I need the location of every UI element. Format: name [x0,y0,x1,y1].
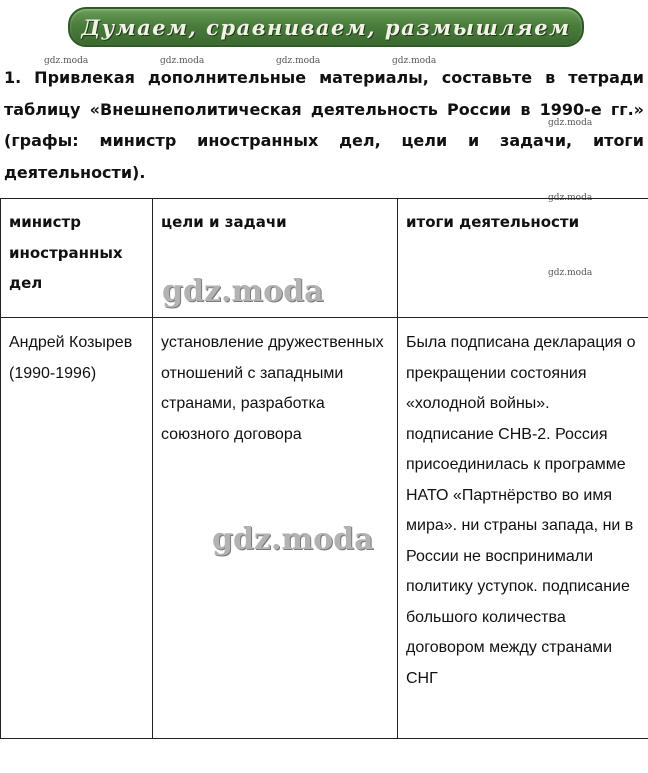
watermark-small: gdz.moda [276,56,321,66]
watermark-small: gdz.moda [548,193,593,203]
watermark-small: gdz.moda [392,56,437,66]
column-header-results: итоги деятельности [398,199,648,318]
watermark-large: gdz.moda [212,522,374,557]
foreign-policy-table [0,198,648,739]
banner-title: Думаем, сравниваем, размышляем [81,14,571,40]
column-header-goals: цели и задачи [153,199,398,318]
watermark-small: gdz.moda [44,56,89,66]
task-text: 1. Привлекая дополнительные материалы, составьте в тетради таблицу «Внешнеполитическая деятельность России в 1990-е гг.» (графы: министр иностранных дел, цели и задачи, итоги деятельности). [4,68,644,182]
cell-results: Была подписана декларация о прекращении состояния «холодной войны». подписание СНВ-2. Россия присоединилась к программе НАТО «Партнёрство во имя мира». ни страны запада, ни в России не воспринимали политику уступок. подписание большого количества договором между странами СНГ [398,318,648,739]
cell-goals: установление дружественных отношений с западными странами, разработка союзного договора [153,318,398,739]
section-banner [68,7,584,47]
watermark-small: gdz.moda [548,268,593,278]
column-header-minister: министр иностранных дел [1,199,153,318]
watermark-small: gdz.moda [160,56,205,66]
cell-minister: Андрей Козырев (1990-1996) [1,318,153,739]
watermark-small: gdz.moda [548,118,593,128]
watermark-large: gdz.moda [162,274,324,309]
table-header-row [1,199,648,318]
